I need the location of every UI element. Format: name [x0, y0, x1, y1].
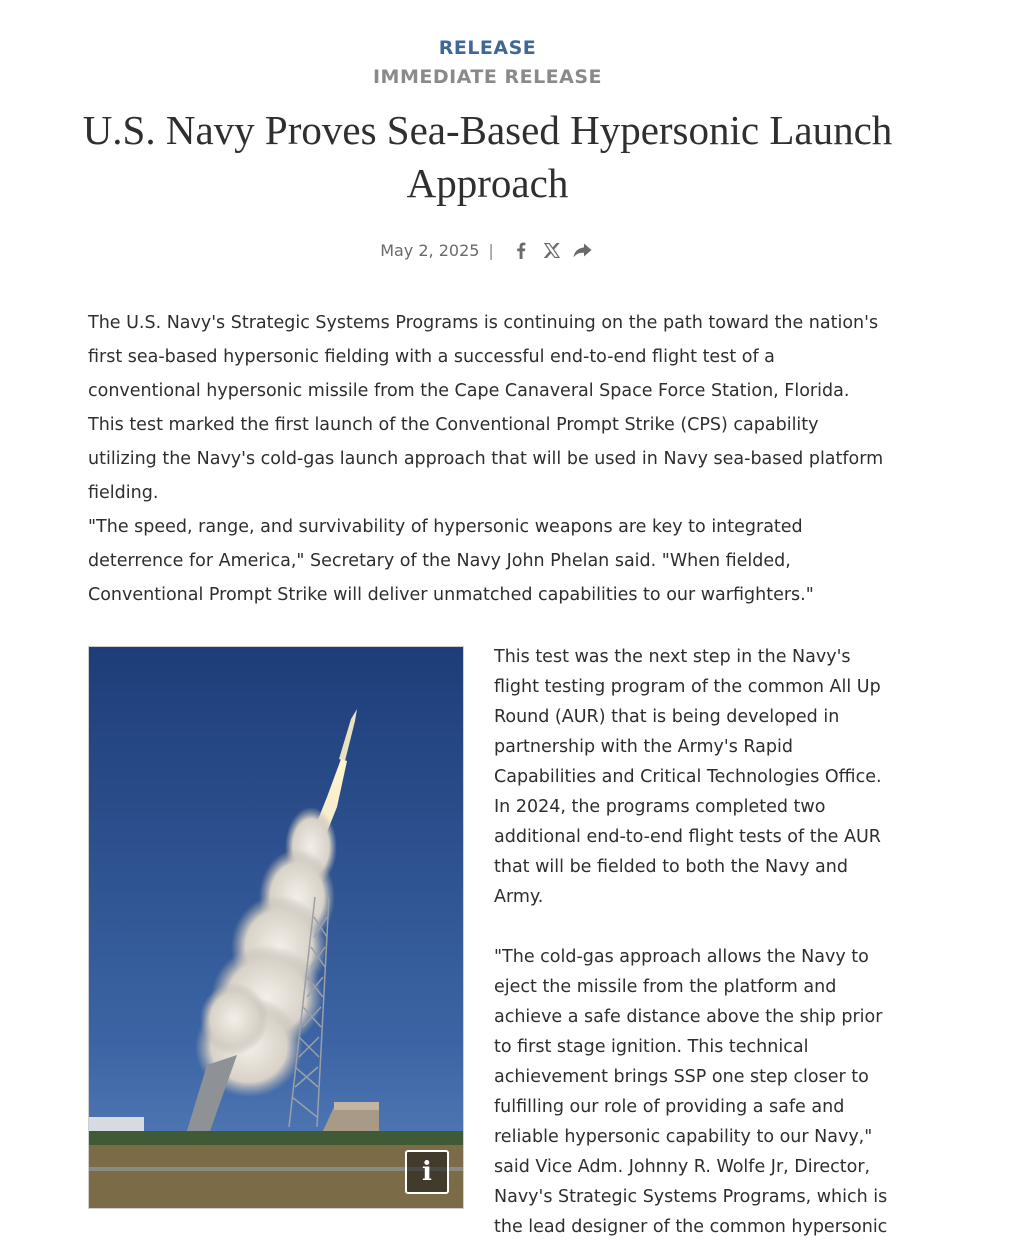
article-paragraph: The U.S. Navy's Strategic Systems Programs is continuing on the path toward the nation's first sea-based hypersonic fielding with a successful end-to-end flight test of a conventional hypersonic missile from the Cape Canaveral Space Force Station, Florida. This test marked the first launch of the Conventional Prompt Strike (CPS) capability utilizing the Navy's cold-gas launch approach that will be used in Navy sea-based platform fielding. — [88, 313, 884, 503]
article-paragraph: This test was the next step in the Navy's flight testing program of the common All Up Round (AUR) that is being developed in partnership with the Army's Rapid Capabilities and Critical Technologies Office. In 2024, the programs completed two additional end-to-end flight tests of the AUR that will be fielded to both the Navy and Army. — [494, 647, 882, 907]
x-share-button[interactable] — [540, 238, 564, 262]
quote-paragraph: "The cold-gas approach allows the Navy to eject the missile from the platform and achieve a safe distance above the ship prior to first stage ignition. This technical achievement brings SSP one step closer to fulfilling our role of providing a safe and reliable hypersonic capability to our Navy," said Vice Adm. Johnny R. Wolfe Jr, Director, Navy's Strategic Systems Programs, which is the lead designer of the common hypersonic — [494, 947, 888, 1237]
share-icon — [573, 243, 592, 258]
photo-info-button[interactable]: i — [405, 1150, 449, 1194]
meta-separator: | — [488, 240, 494, 260]
release-eyebrow: RELEASE — [438, 37, 537, 59]
x-icon — [544, 243, 560, 258]
publish-date: May 2, 2025 — [380, 240, 480, 260]
share-button[interactable] — [571, 238, 595, 262]
release-type: IMMEDIATE RELEASE — [372, 66, 603, 88]
facebook-share-button[interactable] — [509, 238, 533, 262]
page-title: U.S. Navy Proves Sea-Based Hypersonic Launch Approach — [82, 107, 893, 206]
missile-launch-image — [89, 647, 464, 1209]
article-meta — [0, 238, 975, 262]
quote-paragraph: "The speed, range, and survivability of hypersonic weapons are key to integrated deterrence for America," Secretary of the Navy John Phelan said. "When fielded, Conventional Prompt Strike will deliver unmatched capabilities to our warfighters." — [88, 517, 814, 605]
launch-photo[interactable] — [88, 646, 464, 1209]
facebook-icon — [516, 242, 526, 259]
